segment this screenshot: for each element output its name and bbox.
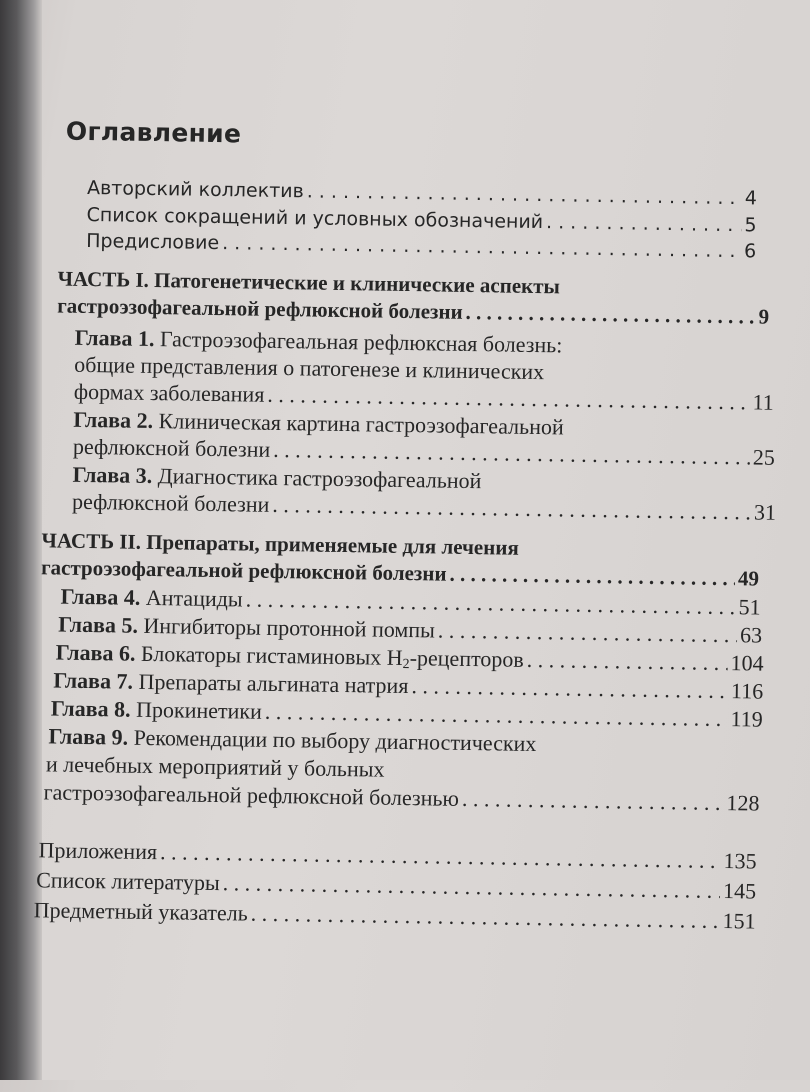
chapter-number: Глава 8.: [50, 695, 131, 722]
chapter-number: Глава 2.: [73, 406, 154, 434]
chapter-title: [141, 641, 524, 672]
leader-dots: [251, 900, 720, 934]
toc-page-number: 135: [723, 848, 757, 874]
toc-entry-label: формах заболевания: [73, 378, 265, 407]
chapter-number: Глава 7.: [53, 667, 134, 694]
toc-entry-label: Приложения: [38, 837, 158, 865]
chapter-number: Глава 9.: [48, 723, 129, 750]
leader-dots: [411, 672, 728, 704]
chapter-title: Рекомендации по выбору диагностических: [133, 724, 537, 757]
toc-page-number: 51: [738, 594, 761, 620]
chapter-title: Ингибиторы протонной помпы: [143, 612, 436, 643]
toc-entry-label: гастроэзофагеальной рефлюксной болезни: [40, 555, 447, 586]
toc-entry-label: рефлюксной болезни: [72, 433, 271, 462]
toc-page-number: 31: [753, 499, 777, 525]
toc-page-number: 9: [758, 304, 770, 329]
subscript: 2: [402, 656, 410, 673]
toc-entry-label: гастроэзофагеальной рефлюксной болезнью: [43, 779, 460, 811]
toc-entry-label: Список литературы: [35, 867, 220, 896]
chapter-title: Диагностика гастроэзофагеальной: [157, 463, 482, 494]
leader-dots: [527, 646, 728, 676]
chapter-title: Прокинетики: [135, 696, 263, 724]
toc-page-number: 25: [752, 444, 776, 470]
toc-page-number: 5: [744, 214, 757, 237]
toc-page-number: 6: [743, 240, 757, 263]
chapter-title-part: -рецепторов: [409, 645, 524, 672]
page-title: Оглавление: [65, 116, 242, 149]
part2-heading: ЧАСТЬ II. Препараты, применяемые для лечения: [41, 528, 519, 560]
leader-dots: [462, 785, 724, 816]
leader-dots: [438, 617, 738, 649]
toc-page-number: 151: [722, 908, 756, 934]
chapter1-line2: общие представления о патогенезе и клинических: [74, 351, 545, 385]
chapter-title: Клиническая картина гастроэзофагеальной: [158, 408, 564, 440]
toc-page-number: 104: [730, 650, 764, 676]
toc-entry-label: рефлюксной болезни: [71, 488, 270, 517]
chapter-number: Глава 6.: [55, 639, 136, 666]
toc-page-number: 145: [722, 878, 757, 904]
leader-dots: [223, 869, 721, 904]
chapter-number: Глава 3.: [72, 461, 153, 489]
chapter-title: Антациды: [145, 584, 243, 612]
toc-page-number: 4: [744, 187, 758, 210]
chapter-title: Гастроэзофагеальная рефлюксная болезнь:: [159, 326, 563, 358]
toc-page-number: 128: [726, 790, 760, 816]
toc-entry-label: Предметный указатель: [33, 897, 248, 926]
leader-dots: [449, 561, 735, 592]
toc-page-number: 49: [737, 566, 760, 591]
chapter9-line2: и лечебных мероприятий у больных: [45, 751, 385, 782]
toc-page-number: 116: [730, 678, 764, 704]
toc-entry-label: Авторский коллектив: [86, 176, 304, 203]
toc-page-number: 63: [739, 622, 763, 648]
toc-page: [11, 0, 810, 1092]
chapter-title-part: Блокаторы гистаминовых Н: [140, 640, 403, 670]
toc-entry-chapter3: [72, 488, 776, 526]
toc-page-number: 119: [730, 706, 763, 732]
leader-dots: [272, 491, 751, 526]
toc-entry-chapter9: [43, 778, 759, 816]
chapter-number: Глава 4.: [60, 583, 141, 610]
chapter-number: Глава 5.: [58, 611, 139, 638]
part1-heading: ЧАСТЬ I. Патогенетические и клинические аспекты: [57, 266, 561, 299]
toc-entry-label: Список сокращений и условных обозначений: [86, 203, 544, 234]
leader-dots: [465, 299, 755, 331]
chapter-number: Глава 1.: [74, 324, 155, 352]
toc-page-number: 11: [752, 389, 774, 415]
chapter-title: Препараты альгината натрия: [138, 668, 409, 699]
toc-entry-label: гастроэзофагеальной рефлюксной болезни: [57, 293, 463, 324]
toc-entry-label: Предисловие: [86, 229, 220, 255]
